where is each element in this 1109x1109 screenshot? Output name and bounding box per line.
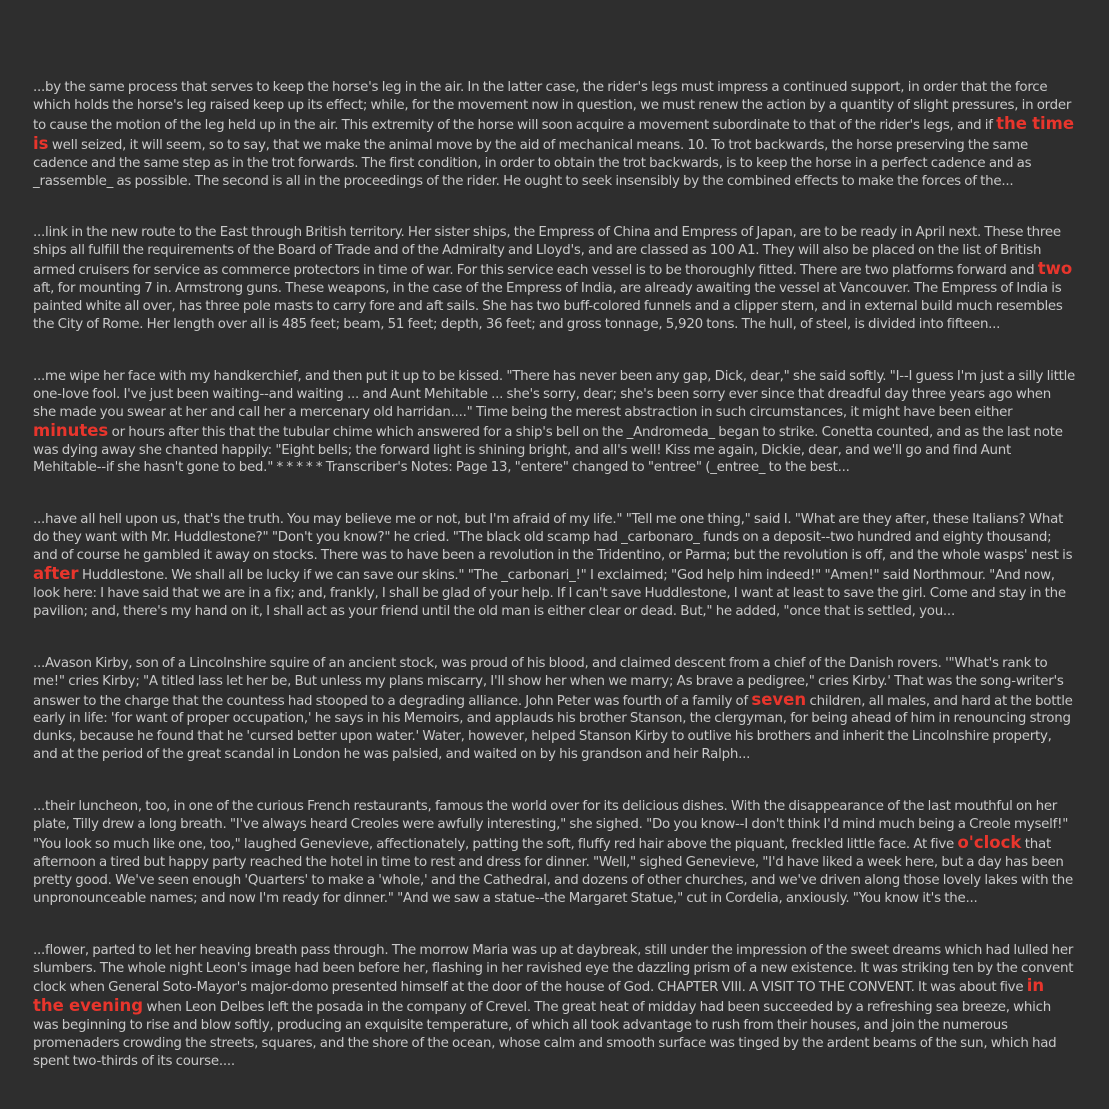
passage-text-after: aft, for mounting 7 in. Armstrong guns. These weapons, in the case of the Empress of India, are already awaiting the vessel at Vancouver. The Empress of India is painted white all over, has three pole masts to carry fore and aft sails. She has two buff-colored funnels and a clipper stern, and in external build much resembles the City of Rome. Her length over all is 485 feet; beam, 51 feet; depth, 36 feet; and gross tonnage, 5,920 tons. The hull, of steel, is divided into fifteen... (33, 281, 1063, 332)
highlighted-phrase: minutes (33, 420, 109, 440)
passage-1 (33, 79, 1077, 190)
passage-text-after: when Leon Delbes left the posada in the company of Crevel. The great heat of midday had been succeeded by a refreshing sea breeze, which was beginning to rise and blow softly, producing an exquisite temperature, of which all took advantage to rush from their houses, and join the numerous promenaders crowding the streets, squares, and the shore of the ocean, whose calm and smooth surface was tinged by the ardent beams of the sun, which had spent two-thirds of its course.... (33, 1000, 1057, 1070)
passage-2 (33, 224, 1077, 333)
passage-text-after: children, all males, and hard at the bottle early in life: 'for want of proper occupation,' he says in his Memoirs, and applauds his brother Stanson, the clergyman, for being ahead of him in renouncing strong dunks, because he found that he 'cursed better upon water.' Water, however, helped Stanson Kirby to outlive his brothers and inherit the Lincolnshire property, and at the period of the great scandal in London he was palsied, and waited on by his grandson and heir Ralph... (33, 693, 1073, 763)
passage-text-before: ...by the same process that serves to keep the horse's leg in the air. In the latter case, the rider's legs must impress a continued support, in order that the force which holds the horse's leg raised keep up its effect; while, for the movement now in question, we must renew the action by a quantity of slight pressures, in order to cause the motion of the leg held up in the air. This extremity of the horse will soon acquire a movement subordinate to that of the rider's legs, and if (33, 80, 1072, 133)
passage-7 (33, 942, 1077, 1071)
highlighted-phrase: two (1037, 259, 1073, 279)
passage-text-before: ...me wipe her face with my handkerchief, and then put it up to be kissed. "There has never been any gap, Dick, dear," she said softly. "I--I guess I'm just a silly little one-love fool. I've just been waiting--and waiting ... and Aunt Mehitable ... she's sorry, dear; she's been sorry ever since that dreadful day three years ago when she made you swear at her and call her a mercenary old harridan...." Time being the merest abstraction in such circumstances, it might have been either (33, 368, 1076, 420)
passage-text-before: ...link in the new route to the East through British territory. Her sister ships, the Empress of China and Empress of Japan, are to be ready in April next. These three ships all fulfill the requirements of the Board of Trade and of the Admiralty and Lloyd's, and are classed as 100 A1. They will also be placed on the list of British armed cruisers for service as commerce protectors in time of war. For this service each vessel is to be thoroughly fitted. There are two platforms forward and (33, 225, 1061, 279)
passage-4 (33, 511, 1077, 620)
highlighted-phrase: o'clock (957, 833, 1022, 852)
passage-3 (33, 368, 1077, 477)
passage-text-after: that afternoon a tired but happy party reached the hotel in time to rest and dress for dinner. "Well," sighed Genevieve, "I'd have liked a week here, but a day has been pretty good. We've seen enough 'Quarters' to make a 'whole,' and the Cathedral, and dozens of other churches, and we've driven along those lovely lakes with the unpronounceable names; and now I'm ready for dinner." "And we saw a statue--the Margaret Statue," cut in Cordelia, anxiously. "You know it's the... (33, 837, 1073, 906)
passage-text-after: Huddlestone. We shall all be lucky if we can save our skins." "The _carbonari_!" I exclaimed; "God help him indeed!" "Amen!" said Northmour. "And now, look here: I have said that we are in a fix; and, frankly, I shall be glad of your help. If I can't save Huddlestone, I want at least to save the girl. Come and stay in the pavilion; and, there's my hand on it, I shall act as your friend until the old man is either clear or dead. But," he added, "once that is settled, you... (33, 568, 1066, 619)
passage-text-before: ...have all hell upon us, that's the truth. You may believe me or not, but I'm afraid of my life." "Tell me one thing," said I. "What are they after, these Italians? What do they want with Mr. Huddlestone?" "Don't you know?" he cried. "The black old scamp had _carbonaro_ funds on a deposit--two hundred and eighty thousand; and of course he gambled it away on stocks. There was to have been a revolution in the Tridentino, or Parma; but the revolution is off, and the whole wasps' nest is (33, 512, 1073, 564)
highlighted-phrase: after (33, 564, 79, 584)
highlighted-phrase: in the evening (33, 976, 1045, 1016)
passage-5 (33, 655, 1077, 764)
document-page (33, 79, 1077, 1105)
passage-text-before: ...their luncheon, too, in one of the curious French restaurants, famous the world over for its delicious dishes. With the disappearance of the last mouthful on her plate, Tilly drew a long breath. "I've always heard Creoles were awfully interesting," she sighed. "Do you know--I don't think I'd mind much being a Creole myself!" "You look so much like one, too," laughed Genevieve, affectionately, patting the soft, fluffy red hair above the piquant, freckled little face. At five (33, 799, 1069, 852)
passage-text-before: ...flower, parted to let her heaving breath pass through. The morrow Maria was up at daybreak, still under the impression of the sweet dreams which had lulled her slumbers. The whole night Leon's image had been before her, flashing in her ravished eye the dazzling prism of a new existence. It was striking ten by the convent clock when General Soto-Mayor's major-domo presented himself at the door of the house of God. CHAPTER VIII. A VISIT TO THE CONVENT. It was about five (33, 942, 1074, 996)
passage-text-before: ...Avason Kirby, son of a Lincolnshire squire of an ancient stock, was proud of his blood, and claimed descent from a chief of the Danish rovers. '"What's rank to me!" cries Kirby; "A titled lass let her be, But unless my plans miscarry, I'll show her when we marry; As brave a pedigree," cries Kirby.' That was the song-writer's answer to the charge that the countess had stooped to a degrading alliance. John Peter was fourth of a family of (33, 655, 1064, 709)
passage-6 (33, 798, 1077, 907)
passage-text-after: well seized, it will seem, so to say, that we make the animal move by the aid of mechanical means. 10. To trot backwards, the horse preserving the same cadence and the same step as in the trot forwards. The first condition, in order to obtain the trot backwards, is to keep the horse in a perfect cadence and as _rassemble_ as possible. The second is all in the proceedings of the rider. He ought to seek insensibly by the combined effects to make the forces of the... (33, 137, 1032, 189)
highlighted-phrase: the time is (33, 113, 1075, 153)
passage-text-after: or hours after this that the tubular chime which answered for a ship's bell on the _Andromeda_ began to strike. Conetta counted, and as the last note was dying away she chanted happily: "Eight bells; the forward light is shining bright, and all's well! Kiss me again, Dickie, dear, and we'll go and find Aunt Mehitable--if she hasn't gone to bed." * * * * * Transcriber's Notes: Page 13, "entere" changed to "entree" (_entree_ to the best... (33, 424, 1063, 476)
highlighted-phrase: seven (751, 689, 807, 709)
